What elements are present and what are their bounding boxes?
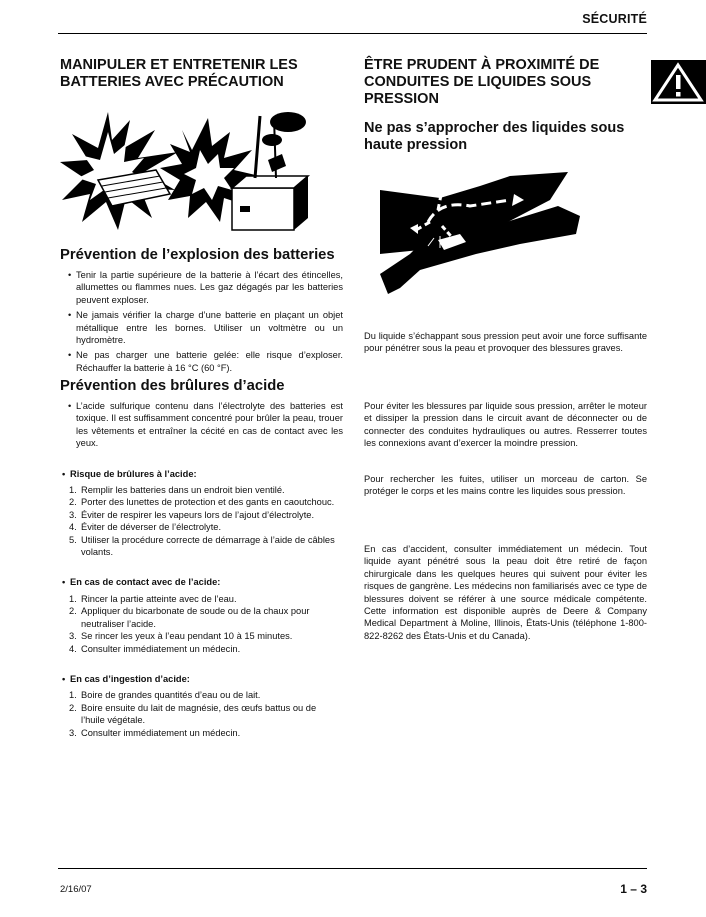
right-subtitle: Ne pas s’approcher des liquides sous haute pression: [364, 120, 625, 153]
section-title: SÉCURITÉ: [582, 12, 647, 26]
list-item: 2. Porter des lunettes de protection et des gants en caoutchouc.: [69, 497, 335, 508]
list-item: • L’acide sulfurique contenu dans l’électrolyte des batteries est toxique. Il est suffisamment concentré pour brûler la peau, trouer les vêtements et entraîner la cécité en cas de contact avec les yeux.: [66, 400, 343, 450]
right-paragraph-2: Pour éviter les blessures par liquide sous pression, arrêter le moteur et dissiper la pression dans le circuit avant de déconnecter ou de connecter des conduites hydrauliques ou autres. Resserrer toutes les connexions avant d’exercer la moindre pression.: [364, 401, 647, 449]
list-item: 2. Boire ensuite du lait de magnésie, des œufs battus ou de l’huile végétale.: [69, 702, 317, 726]
list-item: 1. Rincer la partie atteinte avec de l’eau.: [69, 593, 237, 604]
left-title: MANIPULER ET ENTRETENIR LES BATTERIES AVEC PRÉCAUTION: [60, 57, 298, 90]
right-title: ÊTRE PRUDENT À PROXIMITÉ DE CONDUITES DE LIQUIDES SOUS PRESSION: [364, 57, 600, 107]
warning-tab: [651, 60, 706, 104]
explosion-bullets: [60, 269, 343, 374]
page-number: 1 – 3: [620, 882, 647, 896]
acid-heading: Prévention des brûlures d’acide: [60, 378, 285, 394]
hydraulic-illustration: [380, 170, 580, 295]
ingestion-title: • En cas d’ingestion d’acide:: [60, 673, 345, 685]
acid-bullets: [60, 400, 343, 450]
explosion-section: [60, 246, 345, 377]
list-item: 3. Consulter immédiatement un médecin.: [69, 727, 241, 738]
contact-block: [60, 576, 345, 654]
risk-title: • Risque de brûlures à l’acide:: [60, 468, 345, 480]
footer-rule: [58, 868, 647, 869]
list-item: 3. Éviter de respirer les vapeurs lors de l’ajout d’électrolyte.: [69, 509, 315, 520]
acid-section: [60, 377, 345, 739]
list-item: 4. Éviter de déverser de l’électrolyte.: [69, 522, 222, 533]
battery-illustration: [60, 110, 335, 235]
right-title-block: [364, 57, 639, 154]
list-item: • Ne jamais vérifier la charge d’une batterie en plaçant un objet métallique entre les bornes. Utiliser un voltmètre ou un hydromètre.: [66, 309, 343, 346]
list-item: 1. Boire de grandes quantités d’eau ou de lait.: [69, 690, 261, 701]
right-paragraph-3: Pour rechercher les fuites, utiliser un morceau de carton. Se protéger le corps et les mains contre les liquides sous pression.: [364, 474, 647, 497]
warning-triangle-icon: [651, 60, 706, 104]
right-paragraph-4: En cas d’accident, consulter immédiatement un médecin. Tout liquide ayant pénétré sous la peau doit être retiré de façon chirurgicale dans les quelques heures qui suivent pour éviter les risques de gangrène. Les médecins non familiarisés avec ce type de blessures doivent se référer à une source médicale compétente. Cette information est disponible auprès de Deere & Company Medical Department à Moline, Illinois, États-Unis (téléphone 1-800-822-8262 des États-Unis et du Canada).: [364, 544, 647, 641]
list-item: • Ne pas charger une batterie gelée: elle risque d’exploser. Réchauffer la batterie à 16 °C (60 °F).: [66, 349, 343, 374]
ingestion-block: [60, 673, 345, 739]
list-item: 3. Se rincer les yeux à l’eau pendant 10 à 15 minutes.: [69, 631, 293, 642]
risk-block: [60, 468, 345, 559]
list-item: 4. Consulter immédiatement un médecin.: [69, 643, 241, 654]
contact-title: • En cas de contact avec de l’acide:: [60, 576, 345, 588]
contact-list: [60, 593, 337, 655]
ingestion-list: [60, 689, 337, 739]
explosion-heading: Prévention de l’explosion des batteries: [60, 247, 335, 263]
header-rule: [58, 33, 647, 34]
footer-date: 2/16/07: [60, 884, 92, 895]
left-title-block: [60, 57, 330, 91]
risk-list: [60, 484, 337, 558]
list-item: • Tenir la partie supérieure de la batterie à l’écart des étincelles, allumettes ou flammes nues. Les gaz dégagés par les batteries peuvent exploser.: [66, 269, 343, 306]
right-paragraph-1: Du liquide s’échappant sous pression peut avoir une force suffisante pour pénétrer sous la peau et provoquer des blessures graves.: [364, 331, 647, 354]
list-item: 1. Remplir les batteries dans un endroit bien ventilé.: [69, 485, 285, 496]
list-item: 2. Appliquer du bicarbonate de soude ou de la chaux pour neutraliser l’acide.: [69, 606, 310, 629]
list-item: 5. Utiliser la procédure correcte de démarrage à l’aide de câbles volants.: [69, 534, 335, 558]
